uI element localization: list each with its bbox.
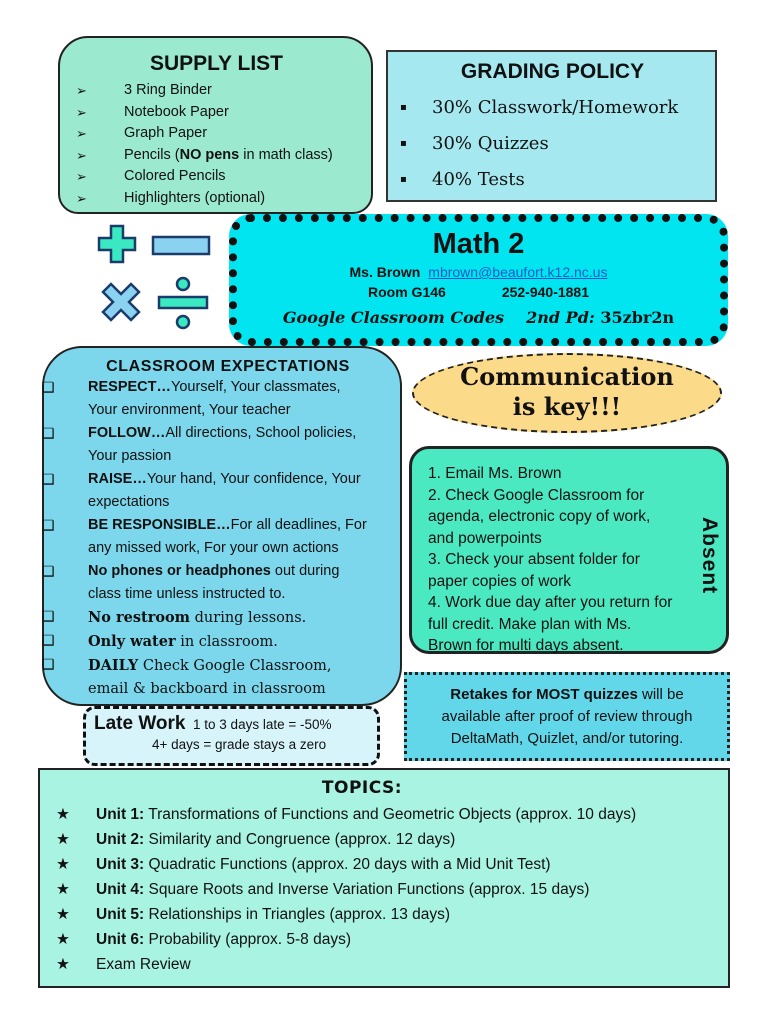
absent-line: Brown for multi days absent. <box>428 637 624 654</box>
square-bullet-icon: ▪ <box>400 102 407 113</box>
list-item: ➢ Notebook Paper <box>76 102 357 124</box>
absent-side-label: Absent <box>698 517 721 595</box>
absent-panel <box>409 446 729 654</box>
grading-policy-panel <box>386 50 717 202</box>
phone-number: 252-940-1881 <box>501 284 589 300</box>
list-item: ★ Unit 2: Similarity and Congruence (approx. 12 days) <box>56 827 728 852</box>
list-item: ❑ RAISE…Your hand, Your confidence, Your expectations <box>42 468 392 514</box>
arrow-bullet-icon: ➢ <box>76 83 87 98</box>
absent-line: 3. Check your absent folder for <box>428 551 640 568</box>
star-bullet-icon: ★ <box>56 806 70 823</box>
arrow-bullet-icon: ➢ <box>76 190 87 206</box>
star-bullet-icon: ★ <box>56 881 70 898</box>
arrow-bullet-icon: ➢ <box>76 169 87 184</box>
absent-line: 4. Work due day after you return for <box>428 594 673 611</box>
course-title: Math 2 <box>432 228 525 260</box>
star-bullet-icon: ★ <box>56 931 70 948</box>
checkbox-bullet-icon: ❑ <box>42 471 55 487</box>
class-code: 35zbr2n <box>600 308 675 327</box>
list-item: ❑ Only water in classroom. <box>42 630 392 654</box>
list-item: ★ Unit 1: Transformations of Functions and Geometric Objects (approx. 10 days) <box>56 802 728 827</box>
star-bullet-icon: ★ <box>56 906 70 923</box>
codes-label: Google Classroom Codes <box>282 308 505 327</box>
absent-line: paper copies of work <box>428 572 572 590</box>
arrow-bullet-icon: ➢ <box>76 147 87 163</box>
topics-list <box>56 802 728 977</box>
list-item: ★ Unit 6: Probability (approx. 5-8 days) <box>56 927 728 952</box>
checkbox-bullet-icon: ❑ <box>42 633 55 649</box>
absent-line: 2. Check Google Classroom for <box>428 486 645 504</box>
grading-policy-title: GRADING POLICY <box>460 60 645 83</box>
list-item: ➢ Highlighters (optional) <box>76 188 357 210</box>
star-bullet-icon: ★ <box>56 856 70 873</box>
topics-title: TOPICS: <box>321 778 403 798</box>
list-item: ➢ 3 Ring Binder <box>76 80 357 102</box>
arrow-bullet-icon: ➢ <box>76 126 87 141</box>
late-rule: 4+ days = grade stays a zero <box>152 737 327 752</box>
absent-line: agenda, electronic copy of work, <box>428 508 651 525</box>
late-work-panel <box>83 706 380 766</box>
minus-icon <box>153 237 209 254</box>
period-label: 2nd Pd: <box>526 308 595 327</box>
square-bullet-icon: ▪ <box>400 138 407 149</box>
checkbox-bullet-icon: ❑ <box>42 609 55 625</box>
plus-icon <box>99 226 135 262</box>
checkbox-bullet-icon: ❑ <box>42 379 55 395</box>
list-item: ★ Unit 5: Relationships in Triangles (approx. 13 days) <box>56 902 728 927</box>
course-header-panel <box>229 214 728 346</box>
classroom-codes-row <box>237 308 720 327</box>
multiply-icon <box>103 284 139 320</box>
list-item: ★ Unit 3: Quadratic Functions (approx. 20 days with a Mid Unit Test) <box>56 852 728 877</box>
communication-callout: Communication is key!!! <box>412 353 722 433</box>
list-item: ▪ 30% Quizzes <box>400 126 705 162</box>
list-item: ❑ BE RESPONSIBLE…For all deadlines, For any missed work, For your own actions <box>42 514 392 560</box>
star-bullet-icon: ★ <box>56 831 70 848</box>
supply-list-panel <box>58 36 373 214</box>
absent-line: full credit. Make plan with Ms. <box>428 615 632 633</box>
topics-panel <box>38 768 730 988</box>
list-item: ❑ FOLLOW…All directions, School policies, Your passion <box>42 422 392 468</box>
absent-line: and powerpoints <box>428 529 542 547</box>
list-item: ★ Unit 4: Square Roots and Inverse Variation Functions (approx. 15 days) <box>56 877 728 902</box>
checkbox-bullet-icon: ❑ <box>42 657 55 673</box>
expectations-title: CLASSROOM EXPECTATIONS <box>106 358 350 375</box>
math-operators-icons <box>95 222 215 342</box>
arrow-bullet-icon: ➢ <box>76 104 87 120</box>
teacher-email-link[interactable]: mbrown@beaufort.k12.nc.us <box>428 264 608 280</box>
grading-list <box>400 90 705 198</box>
supply-list <box>76 80 357 209</box>
expectations-list <box>44 376 392 701</box>
checkbox-bullet-icon: ❑ <box>42 517 55 533</box>
list-item: ❑ No restroom during lessons. <box>42 606 392 630</box>
list-item: ➢ Graph Paper <box>76 123 357 145</box>
late-rule: 1 to 3 days late = -50% <box>193 717 332 732</box>
list-item: ❑ RESPECT…Yourself, Your classmates, Your environment, Your teacher <box>42 376 392 422</box>
retakes-panel: Retakes for MOST quizzes will be available after proof of review through DeltaMath, Quizlet, and/or tutoring. <box>404 672 730 761</box>
star-bullet-icon: ★ <box>56 956 70 973</box>
teacher-contact-row <box>237 264 720 280</box>
absent-line: 1. Email Ms. Brown <box>428 465 562 482</box>
teacher-name: Ms. Brown <box>349 264 421 280</box>
list-item: ❑ No phones or headphones out during class time unless instructed to. <box>42 560 392 606</box>
list-item: ▪ 40% Tests <box>400 162 705 198</box>
divide-icon <box>159 278 207 328</box>
checkbox-bullet-icon: ❑ <box>42 563 55 579</box>
square-bullet-icon: ▪ <box>400 174 407 185</box>
list-item: ▪ 30% Classwork/Homework <box>400 90 705 126</box>
list-item: ❑ DAILY Check Google Classroom, email & backboard in classroom <box>42 654 392 701</box>
list-item: ➢ Colored Pencils <box>76 166 357 188</box>
checkbox-bullet-icon: ❑ <box>42 425 55 441</box>
list-item: ★ Exam Review <box>56 952 728 977</box>
late-work-title: Late Work <box>94 713 186 734</box>
list-item: ➢ Pencils (NO pens in math class) <box>76 145 357 167</box>
classroom-expectations-panel <box>42 346 402 706</box>
room-number: Room G146 <box>368 284 446 300</box>
supply-list-title: SUPPLY LIST <box>149 52 284 75</box>
room-phone-row <box>237 284 720 300</box>
